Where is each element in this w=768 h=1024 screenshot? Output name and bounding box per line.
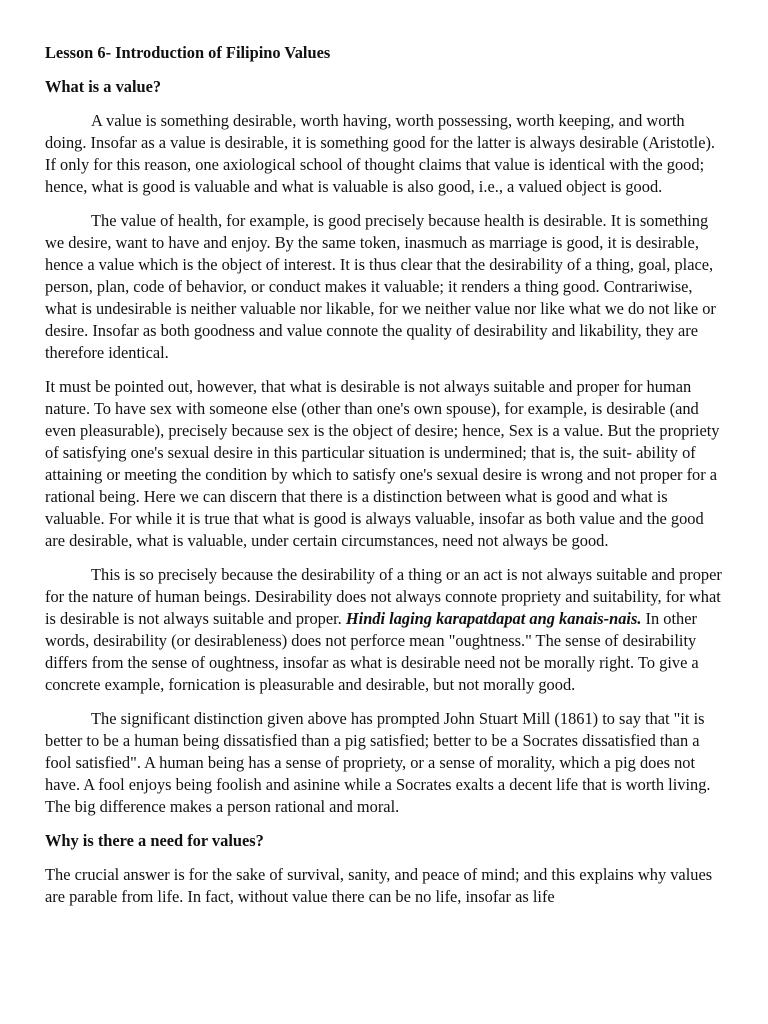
lesson-title: Lesson 6- Introduction of Filipino Values — [45, 43, 331, 62]
paragraph-4 — [45, 564, 725, 696]
section-heading-what-is-a-value: What is a value? — [45, 77, 162, 96]
paragraph-3: It must be pointed out, however, that what is desirable is not always suitable and proper for human nature. To have sex with someone else (other than one's own spouse), for example, is desirable (and even pleasurable), precisely because sex is the object of desire; hence, Sex is a value. But the propriety of satisfying one's sexual desire in this particular situation is undermined; that is, the suit- ability of attaining or meeting the condition by which to satisfy one's sexual desire is wrong and not proper for a rational being. Here we can discern that there is a distinction between what is good and what is valuable. For while it is true that what is good is always valuable, insofar as both value and the good are desirable, what is valuable, under certain circumstances, need not always be good. — [45, 377, 720, 550]
section-heading-need-for-values: Why is there a need for values? — [45, 831, 264, 850]
paragraph-4-emphasis: Hindi laging karapatdapat ang kanais-nais. — [345, 609, 642, 628]
paragraph-4-text-a: This is so precisely because the desirability of a thing or an act is not always suitable and proper for the nature of human beings. Desirability does not always connote propriety and suitability, for what is desirable is not always suitable and proper. — [45, 565, 722, 628]
paragraph-1: A value is something desirable, worth having, worth possessing, worth keeping, and worth doing. Insofar as a value is desirable, it is something good for the latter is always desirable (Aristotle). If only for this reason, one axiological school of thought claims that value is identical with the good; hence, what is good is valuable and what is valuable is also good, i.e., a valued object is good. — [45, 111, 716, 196]
paragraph-6: The crucial answer is for the sake of survival, sanity, and peace of mind; and this explains why values are parable from life. In fact, without value there can be no life, insofar as life — [45, 865, 713, 906]
paragraph-4-text-b: In other words, desirability (or desirableness) does not perforce mean "oughtness." The sense of desirability differs from the sense of oughtness, insofar as what is desirable need not be morally right. To give a concrete example, fornication is pleasurable and desirable, but not morally good. — [45, 609, 699, 694]
paragraph-2: The value of health, for example, is good precisely because health is desirable. It is something we desire, want to have and enjoy. By the same token, inasmuch as marriage is good, it is desirable, hence a value which is the object of interest. It is thus clear that the desirability of a thing, goal, place, person, plan, code of behavior, or conduct makes it valuable; it renders a thing good. Contrariwise, what is undesirable is neither valuable nor likable, for we neither value nor like what we do not like or desire. Insofar as both goodness and value connote the quality of desirability and likability, they are therefore identical. — [45, 211, 716, 362]
paragraph-5: The significant distinction given above has prompted John Stuart Mill (1861) to say that "it is better to be a human being dissatisfied than a pig satisfied; better to be a Socrates dissatisfied than a fool satisfied". A human being has a sense of propriety, or a sense of morality, which a pig does not have. A fool enjoys being foolish and asinine while a Socrates exalts a decent life that is worth living. The big difference makes a person rational and moral. — [45, 709, 711, 816]
document-page — [45, 42, 725, 920]
